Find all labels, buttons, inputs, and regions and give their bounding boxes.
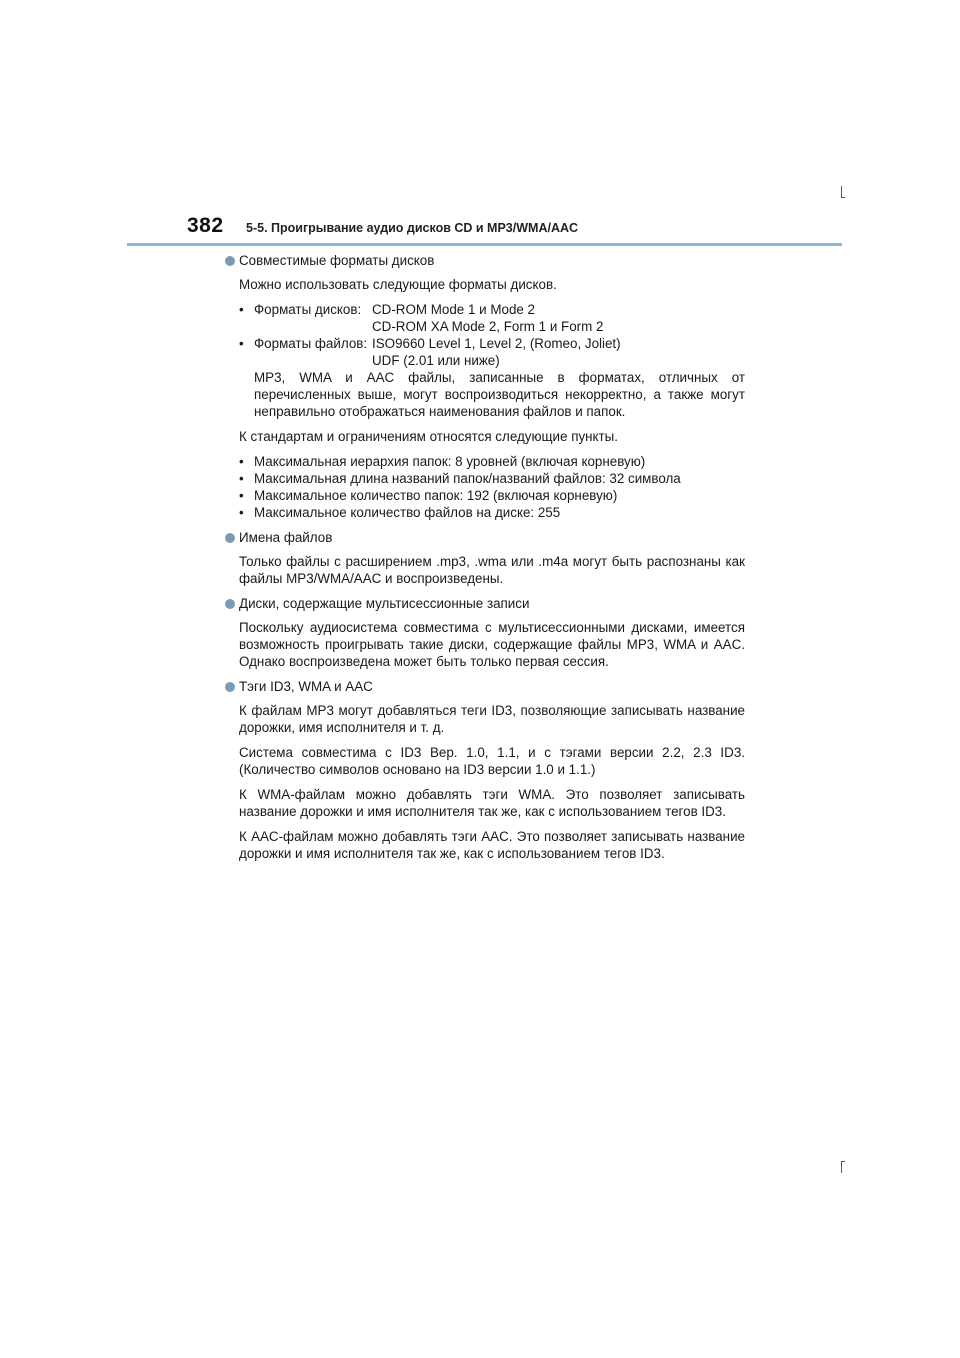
- section-heading-text: Совместимые форматы дисков: [239, 253, 435, 268]
- formats-intro: Можно использовать следующие форматы дисков.: [239, 277, 557, 292]
- section-multisession: [225, 595, 745, 670]
- limit-text: Максимальное количество папок: 192 (включая корневую): [254, 488, 618, 503]
- list-bullet: •: [239, 302, 244, 317]
- section-body: [225, 553, 745, 587]
- list-item: [239, 301, 745, 335]
- limits-intro: К стандартам и ограничениям относятся следующие пункты.: [239, 429, 619, 444]
- section-bullet-icon: [225, 256, 235, 266]
- section-body: [225, 702, 745, 862]
- list-item: [239, 487, 745, 504]
- limit-text: Максимальная длина названий папок/названий файлов: 32 символа: [254, 471, 681, 486]
- paragraph: К AAC-файлам можно добавлять тэги AAC. Это позволяет записывать название дорожки и имя исполнителя так же, как с использованием тегов ID3.: [239, 829, 745, 861]
- paragraph: К файлам MP3 могут добавляться теги ID3, позволяющие записывать название дорожки, имя исполнителя и т. д.: [239, 703, 745, 735]
- list-bullet: •: [239, 471, 244, 486]
- section-heading-text: Имена файлов: [239, 530, 333, 545]
- page-number: 382: [187, 214, 224, 237]
- list-bullet: •: [239, 505, 244, 520]
- header-rule: [127, 243, 842, 246]
- limit-text: Максимальная иерархия папок: 8 уровней (включая корневую): [254, 454, 646, 469]
- section-body: [225, 619, 745, 670]
- format-value: CD-ROM Mode 1 и Mode 2: [372, 302, 536, 317]
- list-item: [239, 504, 745, 521]
- section-file-names: [225, 529, 745, 587]
- crop-mark-bottom: [841, 1161, 842, 1173]
- section-heading: [225, 595, 745, 612]
- list-item: [239, 453, 745, 470]
- section-heading: [225, 529, 745, 546]
- section-heading: [225, 252, 745, 269]
- paragraph: Поскольку аудиосистема совместима с мультисессионными дисками, имеется возможность проигрывать такие диски, содержащие файлы MP3, WMA и AAC. Однако воспроизведена может быть только первая сессия.: [239, 620, 745, 669]
- section-bullet-icon: [225, 682, 235, 692]
- format-value: ISO9660 Level 1, Level 2, (Romeo, Joliet): [372, 336, 621, 351]
- format-label: Форматы дисков:: [254, 302, 362, 317]
- formats-note: MP3, WMA и AAC файлы, записанные в форматах, отличных от перечисленных выше, могут воспроизводиться некорректно, а также могут неправильно отображаться наименования файлов и папок.: [254, 370, 745, 419]
- crop-mark-top-tick: [841, 197, 845, 198]
- section-body: [225, 276, 745, 521]
- format-value: UDF (2.01 или ниже): [372, 353, 500, 368]
- list-bullet: •: [239, 488, 244, 503]
- format-value: CD-ROM XA Mode 2, Form 1 и Form 2: [372, 319, 604, 334]
- section-heading-text: Тэги ID3, WMA и AAC: [239, 679, 373, 694]
- section-tags: [225, 678, 745, 862]
- limits-list: [239, 453, 745, 521]
- chapter-title: 5-5. Проигрывание аудио дисков CD и MP3/WMA/AAC: [246, 221, 579, 235]
- list-item: [239, 470, 745, 487]
- section-bullet-icon: [225, 533, 235, 543]
- section-compatible-formats: [225, 252, 745, 521]
- section-bullet-icon: [225, 599, 235, 609]
- format-label: Форматы файлов:: [254, 336, 368, 351]
- list-item: [239, 335, 745, 420]
- paragraph: Система совместима с ID3 Вер. 1.0, 1.1, и с тэгами версии 2.2, 2.3 ID3. (Количество символов основано на ID3 версии 1.0 и 1.1.): [239, 745, 745, 777]
- section-heading: [225, 678, 745, 695]
- list-bullet: •: [239, 336, 244, 351]
- limit-text: Максимальное количество файлов на диске: 255: [254, 505, 561, 520]
- crop-mark-bottom-tick: [841, 1161, 845, 1162]
- paragraph: К WMA-файлам можно добавлять тэги WMA. Это позволяет записывать название дорожки и имя исполнителя так же, как с использованием тегов ID3.: [239, 787, 745, 819]
- list-bullet: •: [239, 454, 244, 469]
- section-heading-text: Диски, содержащие мультисессионные записи: [239, 596, 530, 611]
- formats-list: [239, 301, 745, 420]
- page-content: [225, 252, 745, 870]
- paragraph: Только файлы с расширением .mp3, .wma или .m4a могут быть распознаны как файлы MP3/WMA/AAC и воспроизведены.: [239, 554, 745, 586]
